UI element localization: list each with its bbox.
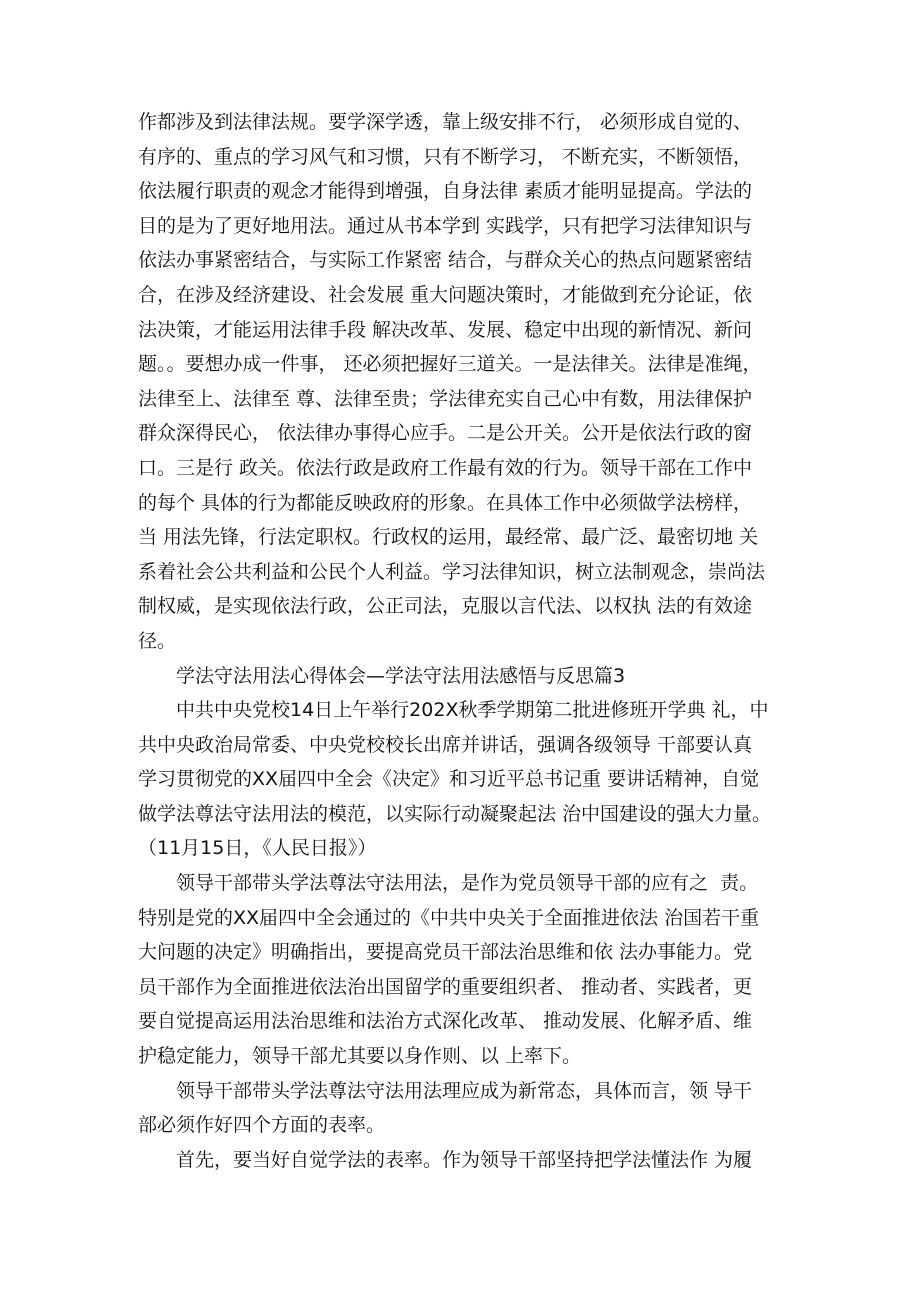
text-line: 做学法尊法守法用法的模范，以实际行动凝聚起法 治中国建设的强大力量。 (138, 802, 772, 825)
text-line: 合，在涉及经济建设、社会发展 重大问题决策时，才能做到充分论证，依 (138, 283, 753, 306)
paragraph-3 (138, 866, 798, 1074)
text-line: 共中央政治局常委、中央党校校长出席并讲话，强调各级领导 干部要认真 (138, 733, 753, 756)
text-line: 依法履行职责的观念才能得到增强，自身法律 素质才能明显提高。学法的 (138, 180, 753, 203)
text-line: 要自觉提高运用法治思维和法治方式深化改革、 推动发展、化解矛盾、维 (138, 1010, 753, 1033)
text-line: 群众深得民心， 依法律办事得心应手。二是公开关。公开是依法行政的窗 (138, 422, 753, 445)
text-line: 中共中央党校14日上午举行202X秋季学期第二批进修班开学典 礼，中 (176, 699, 769, 722)
section-heading: 学法守法用法心得体会—学法守法用法感悟与反思篇3 (176, 664, 626, 687)
paragraph-5 (138, 1143, 798, 1178)
text-line: 当 用法先锋，行法定职权。行政权的运用，最经常、最广泛、最密切地 关 (138, 526, 759, 549)
text-line: 首先，要当好自觉学法的表率。作为领导干部坚持把学法懂法作 为履 (176, 1148, 753, 1171)
text-line: 径。 (138, 629, 177, 652)
text-line: 领导干部带头学法尊法守法用法理应成为新常态，具体而言，领 导干 (176, 1079, 753, 1102)
text-line: 目的是为了更好地用法。通过从书本学到 实践学，只有把学习法律知识与 (138, 214, 753, 237)
text-line: 的每个 具体的行为都能反映政府的形象。在具体工作中必须做学法榜样， (138, 491, 753, 514)
text-line: 依法办事紧密结合，与实际工作紧密 结合，与群众关心的热点问题紧密结 (138, 249, 753, 272)
text-line: 法决策，才能运用法律手段 解决改革、发展、稳定中出现的新情况、新问 (138, 318, 753, 341)
text-line: 护稳定能力，领导干部尤其要以身作则、以 上率下。 (138, 1045, 582, 1068)
text-line: 有序的、重点的学习风气和习惯，只有不断学习， 不断充实，不断领悟， (138, 145, 753, 168)
text-line: 口。三是行 政关。依法行政是政府工作最有效的行为。领导干部在工作中 (138, 456, 753, 479)
text-line: 制权威，是实现依法行政，公正司法，克服以言代法、以权执 法的有效途 (138, 595, 753, 618)
paragraph-2 (138, 693, 798, 866)
text-line: 学习贯彻党的XX届四中全会《决定》和习近平总书记重 要讲话精神，自觉 (138, 768, 760, 791)
text-line: 题。。要想办成一件事， 还必须把握好三道关。一是法律关。法律是准绳， (138, 353, 762, 376)
text-line: 作都涉及到法律法规。要学深学透，靠上级安排不行， 必须形成自觉的、 (138, 111, 753, 133)
text-line: 特别是党的XX届四中全会通过的《中共中央关于全面推进依法 治国若干重 (138, 906, 760, 929)
paragraph-4 (138, 1074, 798, 1143)
text-line: （11月15日，《人民日报》） (138, 837, 377, 860)
text-line: 领导干部带头学法尊法守法用法，是作为党员领导干部的应有之 责。 (176, 872, 759, 895)
text-line: 部必须作好四个方面的表率。 (138, 1114, 386, 1137)
document-body (138, 105, 798, 1177)
text-line: 大问题的决定》明确指出，要提高党员干部法治思维和依 法办事能力。党 (138, 941, 753, 964)
text-line: 员干部作为全面推进依法治出国留学的重要组织者、 推动者、实践者，更 (138, 975, 753, 998)
paragraph-1 (138, 105, 798, 659)
text-line: 系着社会公共利益和公民个人利益。学习法律知识，树立法制观念，崇尚法 (138, 560, 766, 583)
text-line: 法律至上、法律至 尊、法律至贵；学法律充实自己心中有数，用法律保护 (138, 387, 753, 410)
